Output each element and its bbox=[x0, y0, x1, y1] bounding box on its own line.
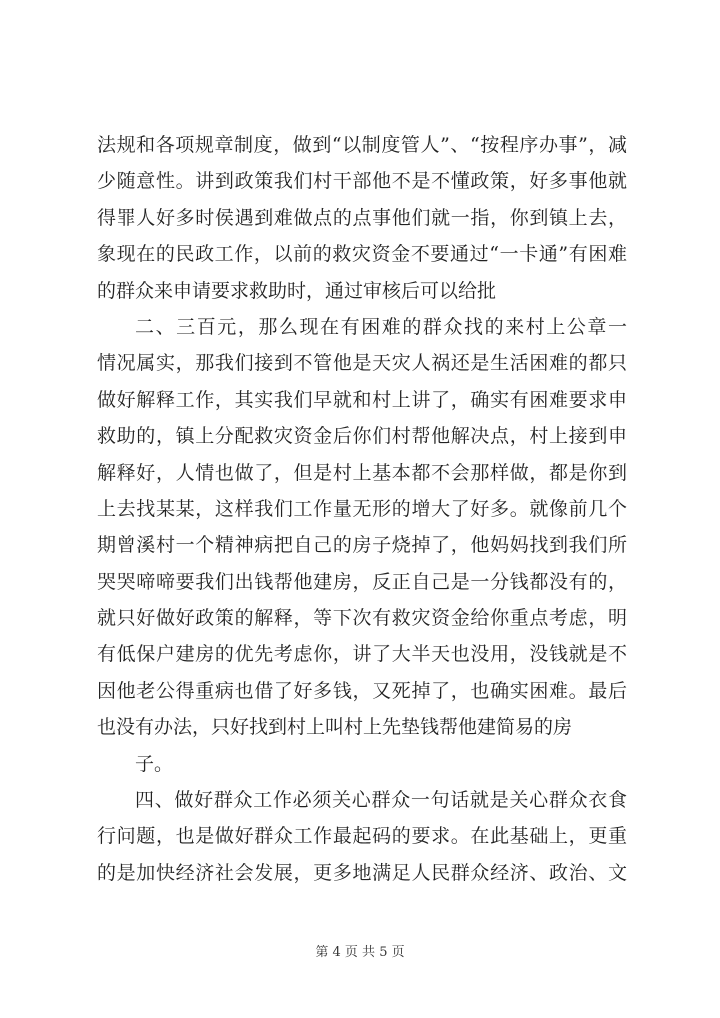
text-line: 行问题，也是做好群众工作最起码的要求。在此基础上，更重 bbox=[97, 825, 627, 848]
text-line: 做好解释工作，其实我们早就和村上讲了，确实有困难要求申 bbox=[97, 388, 627, 411]
text-line: 的是加快经济社会发展，更多地满足人民群众经济、政治、文 bbox=[97, 861, 627, 884]
text-line: 四、做好群众工作必须关心群众一句话就是关心群众衣食 bbox=[135, 789, 627, 812]
text-line: 也没有办法，只好找到村上叫村上先垫钱帮他建简易的房 bbox=[97, 716, 573, 739]
document-body bbox=[97, 127, 627, 891]
text-line: 情况属实，那我们接到不管他是天灾人祸还是生活困难的都只 bbox=[97, 352, 627, 375]
text-line: 因他老公得重病也借了好多钱，又死掉了，也确实困难。最后 bbox=[97, 679, 627, 702]
text-line: 有低保户建房的优先考虑你，讲了大半天也没用，没钱就是不 bbox=[97, 643, 627, 666]
page-footer: 第 4 页 共 5 页 bbox=[315, 945, 405, 960]
text-line: 的群众来申请要求救助时，通过审核后可以给批 bbox=[97, 279, 497, 302]
text-line: 子。 bbox=[135, 752, 174, 775]
text-line: 上去找某某，这样我们工作量无形的增大了好多。就像前几个 bbox=[97, 497, 627, 520]
text-line: 解释好，人情也做了，但是村上基本都不会那样做，都是你到 bbox=[97, 461, 627, 484]
text-line: 哭哭啼啼要我们出钱帮他建房，反正自己是一分钱都没有的， bbox=[97, 570, 627, 593]
text-line: 得罪人好多时侯遇到难做点的点事他们就一指，你到镇上去， bbox=[97, 206, 627, 229]
text-line: 象现在的民政工作，以前的救灾资金不要通过“一卡通”有困难 bbox=[97, 243, 627, 266]
text-line: 少随意性。讲到政策我们村干部他不是不懂政策，好多事他就 bbox=[97, 170, 627, 193]
text-line: 就只好做好政策的解释，等下次有救灾资金给你重点考虑，明 bbox=[97, 607, 627, 630]
text-line: 二、三百元，那么现在有困难的群众找的来村上公章一 bbox=[135, 315, 627, 338]
text-line: 期曾溪村一个精神病把自己的房子烧掉了，他妈妈找到我们所 bbox=[97, 534, 627, 557]
text-line: 救助的，镇上分配救灾资金后你们村帮他解决点，村上接到申 bbox=[97, 425, 627, 448]
text-line: 法规和各项规章制度，做到“以制度管人”、“按程序办事”，减 bbox=[97, 134, 627, 156]
